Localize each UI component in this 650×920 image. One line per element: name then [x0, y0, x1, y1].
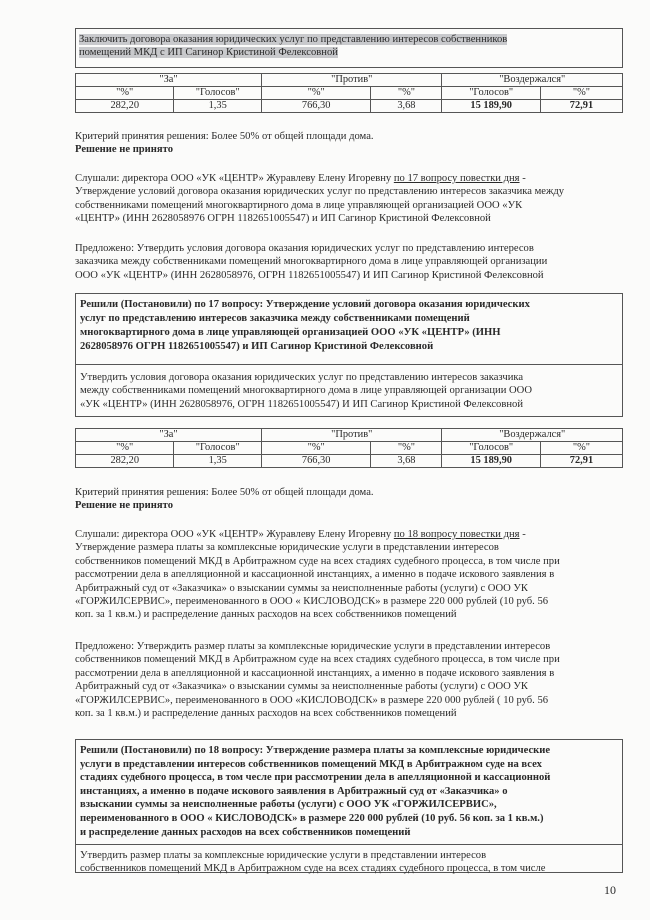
proposed-line: рассмотрении дела в апелляционной и кассационной инстанциях, а именно в подаче искового заявления в	[75, 667, 555, 679]
dash: -	[519, 173, 526, 184]
sub-pct: "%"	[76, 87, 174, 100]
agenda-item-link: по 17 вопросу повестки дня	[393, 173, 520, 184]
heard-line: рассмотрении дела в апелляционной и кассационной инстанциях, а именно в подаче искового заявления в	[75, 569, 555, 581]
vozd-golosov: 15 189,90	[442, 100, 540, 113]
resolution-line: услуги в представлении интересов собственников помещений МКД в Арбитражном суде на всех	[80, 758, 542, 770]
page-number: 10	[604, 883, 616, 897]
top-motion-box	[75, 28, 623, 68]
criterion-text: Критерий принятия решения: Более 50% от общей площади дома.	[75, 487, 374, 498]
za-golosov: 1,35	[174, 100, 262, 113]
body-line: между собственниками помещений многоквартирного дома в лице управляющей организации ООО	[80, 385, 532, 397]
proposed-line: Арбитражный суд от «Заказчика» о взыскании суммы за неисполненные работы (услуги) с ООО УК	[75, 681, 528, 693]
votes-table-2	[75, 428, 623, 468]
sub-golosov: "Голосов"	[174, 87, 262, 100]
protiv-golosov: 3,68	[371, 100, 442, 113]
za-pct: 282,20	[76, 455, 174, 468]
heard-line: «ГОРЖИЛСЕРВИС», переименованного в ООО « КИСЛОВОДСК» в размере 220 000 рублей (10 руб. 56	[75, 596, 549, 608]
votes-header-protiv: "Против"	[261, 429, 442, 442]
resolution-line: многоквартирного дома в лице управляющей организацией ООО «УК «ЦЕНТР» (ИНН	[80, 327, 501, 338]
sub-pct: "%"	[261, 442, 370, 455]
za-golosov: 1,35	[174, 455, 262, 468]
q17-proposed	[75, 242, 623, 282]
heard-line: коп. за 1 кв.м.) и распределение данных расходов на всех собственников помещений	[75, 609, 457, 621]
body-line: Утвердить условия договора оказания юридических услуг по представлению интересов заказчика	[80, 372, 524, 383]
proposed-line: ООО «УК «ЦЕНТР» (ИНН 2628058976, ОГРН 1182651005547) И ИП Сагинор Кристиной Фелексовной	[75, 269, 544, 281]
proposed-line: Предложено: Утверждить размер платы за комплексные юридические услуги в представлении интересов	[75, 641, 551, 652]
vozd-pct: 72,91	[540, 100, 622, 113]
criterion-text: Критерий принятия решения: Более 50% от общей площади дома.	[75, 131, 374, 142]
sub-golosov: "Голосов"	[174, 442, 262, 455]
resolution-line: и распределение данных расходов на всех собственников помещений	[80, 826, 411, 838]
decision-result: Решение не принято	[75, 144, 173, 156]
resolution-body	[76, 365, 622, 411]
protiv-golosov: 3,68	[371, 455, 442, 468]
heard-prefix: Слушали: директора ООО «УК «ЦЕНТР» Журавлеву Елену Игоревну	[75, 529, 394, 540]
votes-header-protiv: "Против"	[261, 74, 442, 87]
proposed-line: «ГОРЖИЛСЕРВИС», переименованного в ООО «КИСЛОВОДСК» в размере 220 000 рублей ( 10 руб. 56	[75, 694, 549, 706]
dash: -	[519, 529, 526, 540]
motion-title-line-2: помещений МКД с ИП Сагинор Кристиной Фелексовной	[79, 47, 338, 59]
criterion-2	[75, 486, 623, 513]
protiv-pct: 766,30	[261, 455, 370, 468]
protiv-pct: 766,30	[261, 100, 370, 113]
q18-proposed	[75, 640, 623, 720]
decision-result: Решение не принято	[75, 500, 173, 512]
votes-header-za: "За"	[76, 74, 262, 87]
q18-heard	[75, 528, 623, 622]
votes-header-vozd: "Воздержался"	[442, 429, 623, 442]
sub-pct: "%"	[371, 87, 442, 100]
proposed-line: собственников помещений МКД в Арбитражном суде на всех стадиях судебного процесса, в том числе при	[75, 654, 560, 666]
resolution-line: услуг по представлению интересов заказчика между собственниками помещений	[80, 313, 470, 324]
proposed-line: коп. за 1 кв.м.) и распределение данных расходов на всех собственников помещений	[75, 708, 457, 720]
body-line: «УК «ЦЕНТР» (ИНН 2628058976, ОГРН 1182651005547) И ИП Сагинор Кристиной Фелексовной	[80, 398, 523, 410]
resolution-heading	[76, 294, 622, 365]
votes-table-1	[75, 73, 623, 113]
criterion-1	[75, 130, 623, 157]
sub-golosov: "Голосов"	[442, 87, 540, 100]
resolution-body	[76, 845, 622, 876]
resolution-line: Решили (Постановили) по 17 вопросу: Утверждение условий договора оказания юридических	[80, 299, 530, 310]
heard-line: собственниками помещений многоквартирного дома в лице управляющей организацией ООО «УК	[75, 199, 523, 211]
resolution-line: взыскании суммы за неисполненные работы (услуги) с ООО УК «ГОРЖИЛСЕРВИС»,	[80, 799, 497, 811]
heard-line: Арбитражный суд от «Заказчика» о взыскании суммы за неисполненные работы (услуги) с ООО УК	[75, 582, 528, 594]
body-line: Утвердить размер платы за комплексные юридические услуги в представлении интересов	[80, 850, 487, 861]
q18-resolution-box	[75, 739, 623, 873]
za-pct: 282,20	[76, 100, 174, 113]
votes-header-za: "За"	[76, 429, 262, 442]
resolution-line: стадиях судебного процесса, в том чеcле при рассмотрении дела в апелляционной и кассационной	[80, 772, 551, 784]
heard-line: Утверждение размера платы за комплексные юридические услуги в представлении интересов	[75, 542, 499, 554]
sub-golosov: "Голосов"	[442, 442, 540, 455]
heard-prefix: Слушали: директора ООО «УК «ЦЕНТР» Журавлеву Елену Игоревну	[75, 173, 394, 184]
votes-header-vozd: "Воздержался"	[442, 74, 623, 87]
resolution-line: 2628058976 ОГРН 1182651005547) и ИП Сагинор Кристиной Фелексовной	[80, 341, 434, 352]
sub-pct: "%"	[261, 87, 370, 100]
sub-pct: "%"	[540, 442, 622, 455]
sub-pct: "%"	[540, 87, 622, 100]
heard-line: «ЦЕНТР» (ИНН 2628058976 ОГРН 1182651005547) и ИП Сагинор Кристиной Фелексовной	[75, 213, 491, 225]
agenda-item-link: по 18 вопросу повестки дня	[393, 529, 520, 540]
resolution-line: переименованного в ООО « КИСЛОВОДСК» в размере 220 000 рублей (10 руб. 56 коп. за 1 кв.м.)	[80, 812, 544, 824]
heard-line: Утверждение условий договора оказания юридических услуг по представлению интересов заказчика между	[75, 186, 565, 198]
resolution-line: инстанциях, а именно в подаче искового заявления в Арбитражный суд от «Заказчика» о	[80, 785, 508, 797]
sub-pct: "%"	[76, 442, 174, 455]
resolution-heading	[76, 740, 622, 845]
heard-line: собственников помещений МКД в Арбитражном суде на всех стадиях судебного процесса, в том числе при	[75, 555, 560, 567]
sub-pct: "%"	[371, 442, 442, 455]
vozd-golosov: 15 189,90	[442, 455, 540, 468]
motion-title-line-1: Заключить договора оказания юридических услуг по представлению интересов собственников	[79, 34, 508, 45]
proposed-line: заказчика между собственниками помещений многоквартирного дома в лице управляющей организации	[75, 256, 548, 268]
q17-resolution-box	[75, 293, 623, 417]
q17-heard	[75, 172, 623, 226]
body-line: собственников помещений МКД в Арбитражном суде на всех стадиях судебного процесса, в том числе	[80, 863, 546, 875]
resolution-line: Решили (Постановили) по 18 вопросу: Утверждение размера платы за комплексные юридические	[80, 745, 551, 756]
proposed-line: Предложено: Утвердить условия договора оказания юридических услуг по представлению интересов	[75, 243, 534, 254]
vozd-pct: 72,91	[540, 455, 622, 468]
